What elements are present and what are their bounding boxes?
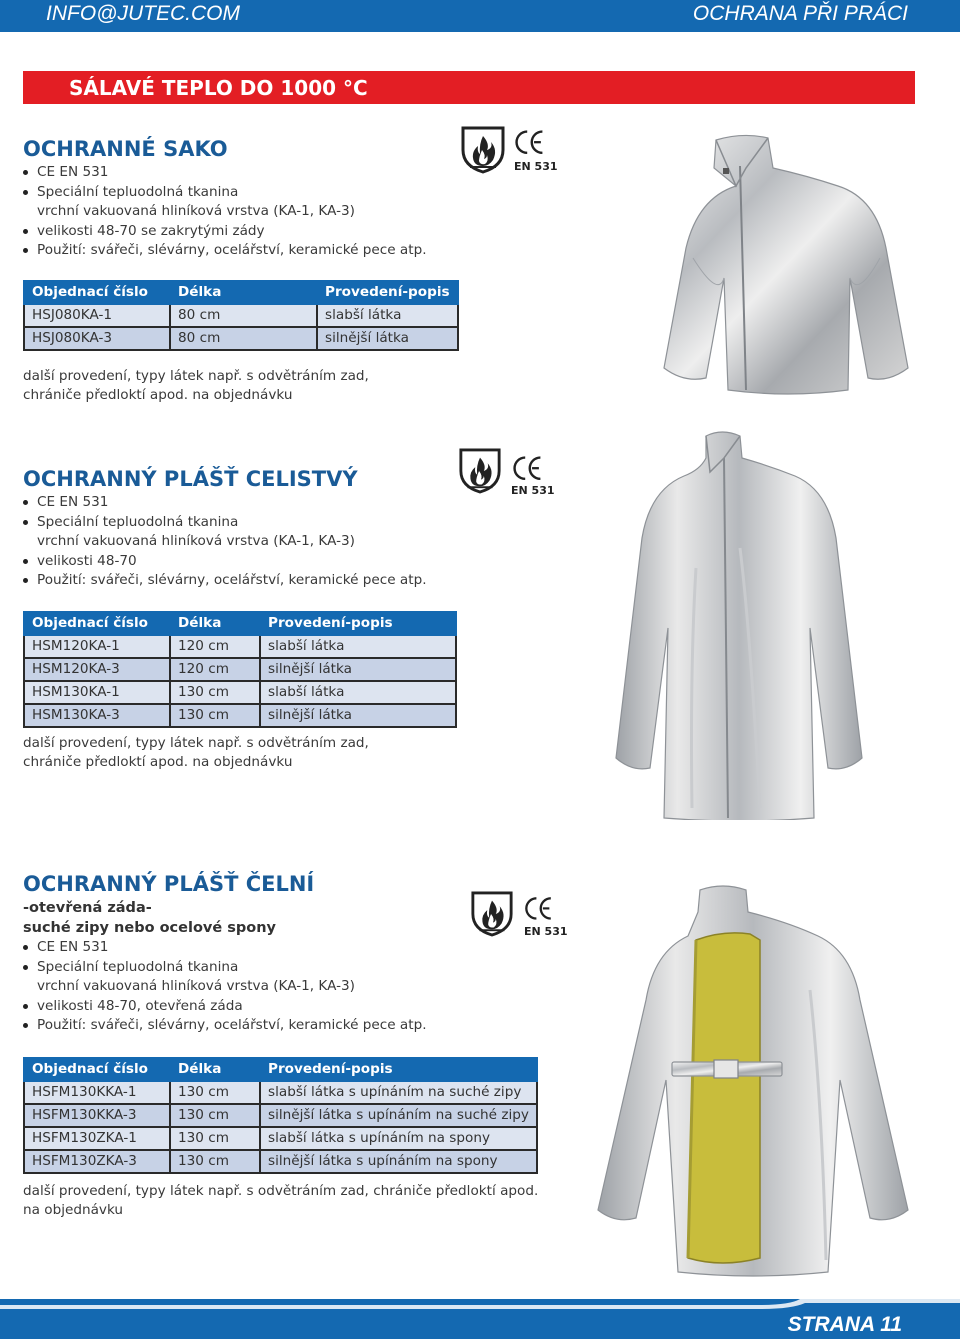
product-subtitle: -otevřená záda- <box>23 900 152 916</box>
feature-item: vrchní vakuovaná hliníková vrstva (KA-1, KA-3) <box>37 203 355 219</box>
spec-table <box>23 1057 538 1174</box>
table-cell: 130 cm <box>170 1127 260 1150</box>
table-cell: HSFM130ZKA-3 <box>24 1150 170 1173</box>
table-cell: silnější látka s upínáním na suché zipy <box>260 1104 537 1127</box>
table-cell: 130 cm <box>170 1104 260 1127</box>
certification-marks <box>470 889 568 941</box>
contact-email[interactable]: INFO@JUTEC.COM <box>46 2 240 25</box>
table-cell: HSFM130KKA-3 <box>24 1104 170 1127</box>
jacket-image <box>618 128 960 398</box>
page-number: STRANA 11 <box>787 1313 902 1336</box>
table-row <box>24 1081 537 1104</box>
coat-image <box>600 428 872 820</box>
flame-shield-icon <box>460 124 506 174</box>
table-cell: 120 cm <box>170 658 260 681</box>
column-header: Objednací číslo <box>24 612 170 635</box>
table-cell: slabší látka <box>260 681 456 704</box>
feature-item: velikosti 48-70, otevřená záda <box>23 997 538 1017</box>
standard-label: EN 531 <box>511 484 555 497</box>
footer-bar <box>0 1299 960 1339</box>
column-header: Provedení-popis <box>260 1058 537 1081</box>
feature-item: CE EN 531 <box>23 163 459 183</box>
table-row <box>24 327 458 350</box>
table-cell: 120 cm <box>170 635 260 658</box>
flame-shield-icon <box>458 446 502 494</box>
feature-item: Použití: svářeči, slévárny, ocelářství, keramické pece atp. <box>23 1016 538 1036</box>
feature-item: Použití: svářeči, slévárny, ocelářství, keramické pece atp. <box>23 571 457 591</box>
table-header-row <box>24 1058 537 1081</box>
table-row <box>24 658 456 681</box>
product-section-jacket <box>23 137 459 406</box>
standard-label: EN 531 <box>524 925 568 938</box>
product-section-front-coat <box>23 872 538 1221</box>
table-row <box>24 1150 537 1173</box>
feature-item: velikosti 48-70 se zakrytými zády <box>23 222 459 242</box>
product-section-full-coat <box>23 467 457 773</box>
feature-list <box>23 163 459 261</box>
ce-mark-icon <box>512 128 550 164</box>
footnote: na objednávku <box>23 1202 124 1218</box>
product-subtitle: suché zipy nebo ocelové spony <box>23 920 276 936</box>
table-cell: silnější látka s upínáním na spony <box>260 1150 537 1173</box>
table-cell: slabší látka <box>260 635 456 658</box>
table-row <box>24 1104 537 1127</box>
feature-item: Speciální tepluodolná tkanina <box>23 183 459 203</box>
table-cell: HSJ080KA-3 <box>24 327 170 350</box>
feature-item: Speciální tepluodolná tkanina <box>23 958 538 978</box>
table-cell: 130 cm <box>170 681 260 704</box>
column-header: Objednací číslo <box>24 281 170 304</box>
section-banner: SÁLAVÉ TEPLO DO 1000 °C <box>23 71 915 104</box>
table-cell: 130 cm <box>170 1150 260 1173</box>
table-cell: HSFM130KKA-1 <box>24 1081 170 1104</box>
spec-table <box>23 280 459 351</box>
certification-marks <box>458 446 555 498</box>
feature-list <box>23 493 457 591</box>
table-cell: HSFM130ZKA-1 <box>24 1127 170 1150</box>
table-cell: slabší látka s upínáním na spony <box>260 1127 537 1150</box>
feature-item: Použití: svářeči, slévárny, ocelářství, keramické pece atp. <box>23 241 459 261</box>
product-title: OCHRANNÉ SAKO <box>23 137 228 161</box>
table-header-row <box>24 281 458 304</box>
table-row <box>24 681 456 704</box>
header-title: OCHRANA PŘI PRÁCI <box>692 2 908 25</box>
feature-item: vrchní vakuovaná hliníková vrstva (KA-1, KA-3) <box>37 978 355 994</box>
table-row <box>24 635 456 658</box>
ce-mark-icon <box>522 895 558 929</box>
column-header: Délka <box>170 612 260 635</box>
feature-item: Speciální tepluodolná tkanina <box>23 513 457 533</box>
table-row <box>24 304 458 327</box>
table-row <box>24 1127 537 1150</box>
certification-marks <box>460 124 558 178</box>
feature-item: CE EN 531 <box>23 493 457 513</box>
spec-table <box>23 611 457 728</box>
table-header-row <box>24 612 456 635</box>
table-cell: HSJ080KA-1 <box>24 304 170 327</box>
table-cell: HSM130KA-3 <box>24 704 170 727</box>
feature-item: vrchní vakuovaná hliníková vrstva (KA-1, KA-3) <box>37 533 355 549</box>
table-cell: slabší látka s upínáním na suché zipy <box>260 1081 537 1104</box>
table-cell: silnější látka <box>260 704 456 727</box>
footnote: další provedení, typy látek např. s odvětráním zad, chrániče předloktí apod. na objednávku <box>23 734 369 770</box>
footnote: další provedení, typy látek např. s odvětráním zad, chrániče předloktí apod. <box>23 1182 539 1199</box>
feature-item: velikosti 48-70 <box>23 552 457 572</box>
column-header: Délka <box>170 1058 260 1081</box>
table-cell: 80 cm <box>170 327 317 350</box>
column-header: Objednací číslo <box>24 1058 170 1081</box>
top-header-bar <box>0 0 960 32</box>
flame-shield-icon <box>470 889 514 937</box>
product-title: OCHRANNÝ PLÁŠŤ CELISTVÝ <box>23 467 358 491</box>
feature-list <box>23 938 538 1036</box>
table-cell: HSM120KA-1 <box>24 635 170 658</box>
standard-label: EN 531 <box>514 160 558 173</box>
open-back-coat-image <box>578 880 930 1280</box>
table-cell: 130 cm <box>170 1081 260 1104</box>
table-cell: 80 cm <box>170 304 317 327</box>
table-cell: HSM120KA-3 <box>24 658 170 681</box>
table-cell: 130 cm <box>170 704 260 727</box>
product-title: OCHRANNÝ PLÁŠŤ ČELNÍ <box>23 872 315 896</box>
column-header: Provedení-popis <box>317 281 458 304</box>
column-header: Provedení-popis <box>260 612 456 635</box>
table-cell: slabší látka <box>317 304 458 327</box>
table-cell: silnější látka <box>317 327 458 350</box>
column-header: Délka <box>170 281 317 304</box>
table-cell: HSM130KA-1 <box>24 681 170 704</box>
feature-item: CE EN 531 <box>23 938 538 958</box>
footnote: další provedení, typy látek např. s odvětráním zad, chrániče předloktí apod. na objednávku <box>23 367 369 403</box>
table-row <box>24 704 456 727</box>
table-cell: silnější látka <box>260 658 456 681</box>
